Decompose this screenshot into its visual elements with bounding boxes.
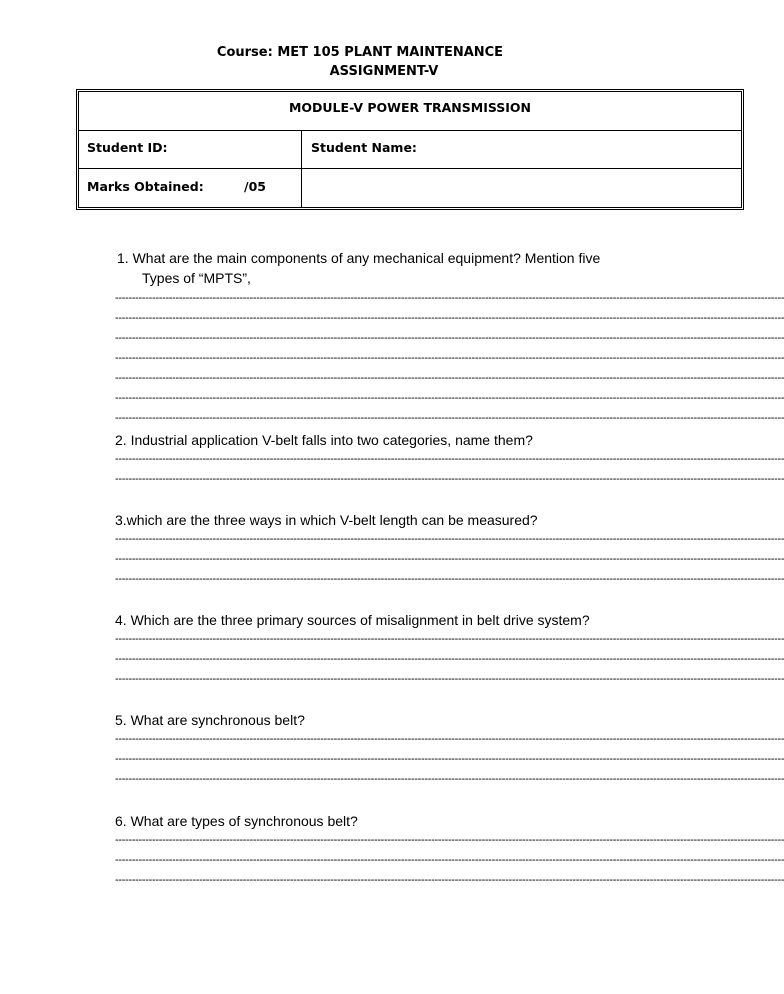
- answer-line: -------------------------------------------------------------------------------------------------------------------------------------------------------------------------------------------------------: [115, 753, 784, 765]
- answer-line: -------------------------------------------------------------------------------------------------------------------------------------------------------------------------------------------------------: [115, 372, 784, 384]
- answer-line: -------------------------------------------------------------------------------------------------------------------------------------------------------------------------------------------------------: [115, 533, 784, 545]
- module-title: MODULE-V POWER TRANSMISSION: [288, 100, 532, 115]
- answer-line: -------------------------------------------------------------------------------------------------------------------------------------------------------------------------------------------------------: [115, 854, 784, 866]
- column-divider: [301, 130, 302, 207]
- answer-line: -------------------------------------------------------------------------------------------------------------------------------------------------------------------------------------------------------: [115, 633, 784, 645]
- answer-line: -------------------------------------------------------------------------------------------------------------------------------------------------------------------------------------------------------: [115, 473, 784, 485]
- answer-line: -------------------------------------------------------------------------------------------------------------------------------------------------------------------------------------------------------: [115, 773, 784, 785]
- marks-label: Marks Obtained:: [87, 179, 204, 194]
- question-1-line2: Types of “MPTS”,: [142, 270, 251, 286]
- assignment-title: ASSIGNMENT-V: [329, 64, 439, 79]
- answer-line: -------------------------------------------------------------------------------------------------------------------------------------------------------------------------------------------------------: [115, 673, 784, 685]
- answer-line: -------------------------------------------------------------------------------------------------------------------------------------------------------------------------------------------------------: [115, 453, 784, 465]
- student-row: [79, 130, 741, 169]
- question-3: 3.which are the three ways in which V-belt length can be measured?: [115, 512, 538, 528]
- answer-line: -------------------------------------------------------------------------------------------------------------------------------------------------------------------------------------------------------: [115, 312, 784, 324]
- question-6: 6. What are types of synchronous belt?: [115, 813, 358, 829]
- answer-line: -------------------------------------------------------------------------------------------------------------------------------------------------------------------------------------------------------: [115, 553, 784, 565]
- answer-line: -------------------------------------------------------------------------------------------------------------------------------------------------------------------------------------------------------: [115, 412, 784, 424]
- marks-row: [79, 168, 741, 207]
- marks-total: /05: [244, 179, 266, 194]
- question-2: 2. Industrial application V-belt falls into two categories, name them?: [115, 432, 533, 448]
- answer-line: -------------------------------------------------------------------------------------------------------------------------------------------------------------------------------------------------------: [115, 653, 784, 665]
- answer-line: -------------------------------------------------------------------------------------------------------------------------------------------------------------------------------------------------------: [115, 733, 784, 745]
- module-row: [79, 92, 741, 131]
- answer-line: -------------------------------------------------------------------------------------------------------------------------------------------------------------------------------------------------------: [115, 573, 784, 585]
- question-5: 5. What are synchronous belt?: [115, 712, 305, 728]
- answer-line: -------------------------------------------------------------------------------------------------------------------------------------------------------------------------------------------------------: [115, 352, 784, 364]
- answer-line: -------------------------------------------------------------------------------------------------------------------------------------------------------------------------------------------------------: [115, 392, 784, 404]
- answer-line: -------------------------------------------------------------------------------------------------------------------------------------------------------------------------------------------------------: [115, 874, 784, 886]
- student-info-table: [76, 89, 744, 210]
- course-title: Course: MET 105 PLANT MAINTENANCE: [216, 45, 504, 60]
- answer-line: -------------------------------------------------------------------------------------------------------------------------------------------------------------------------------------------------------: [115, 292, 784, 304]
- student-id-label: Student ID:: [87, 140, 168, 155]
- question-4: 4. Which are the three primary sources of misalignment in belt drive system?: [115, 612, 590, 628]
- question-1: 1. What are the main components of any mechanical equipment? Mention five: [117, 250, 601, 266]
- answer-line: -------------------------------------------------------------------------------------------------------------------------------------------------------------------------------------------------------: [115, 332, 784, 344]
- student-name-label: Student Name:: [311, 140, 417, 155]
- answer-line: -------------------------------------------------------------------------------------------------------------------------------------------------------------------------------------------------------: [115, 834, 784, 846]
